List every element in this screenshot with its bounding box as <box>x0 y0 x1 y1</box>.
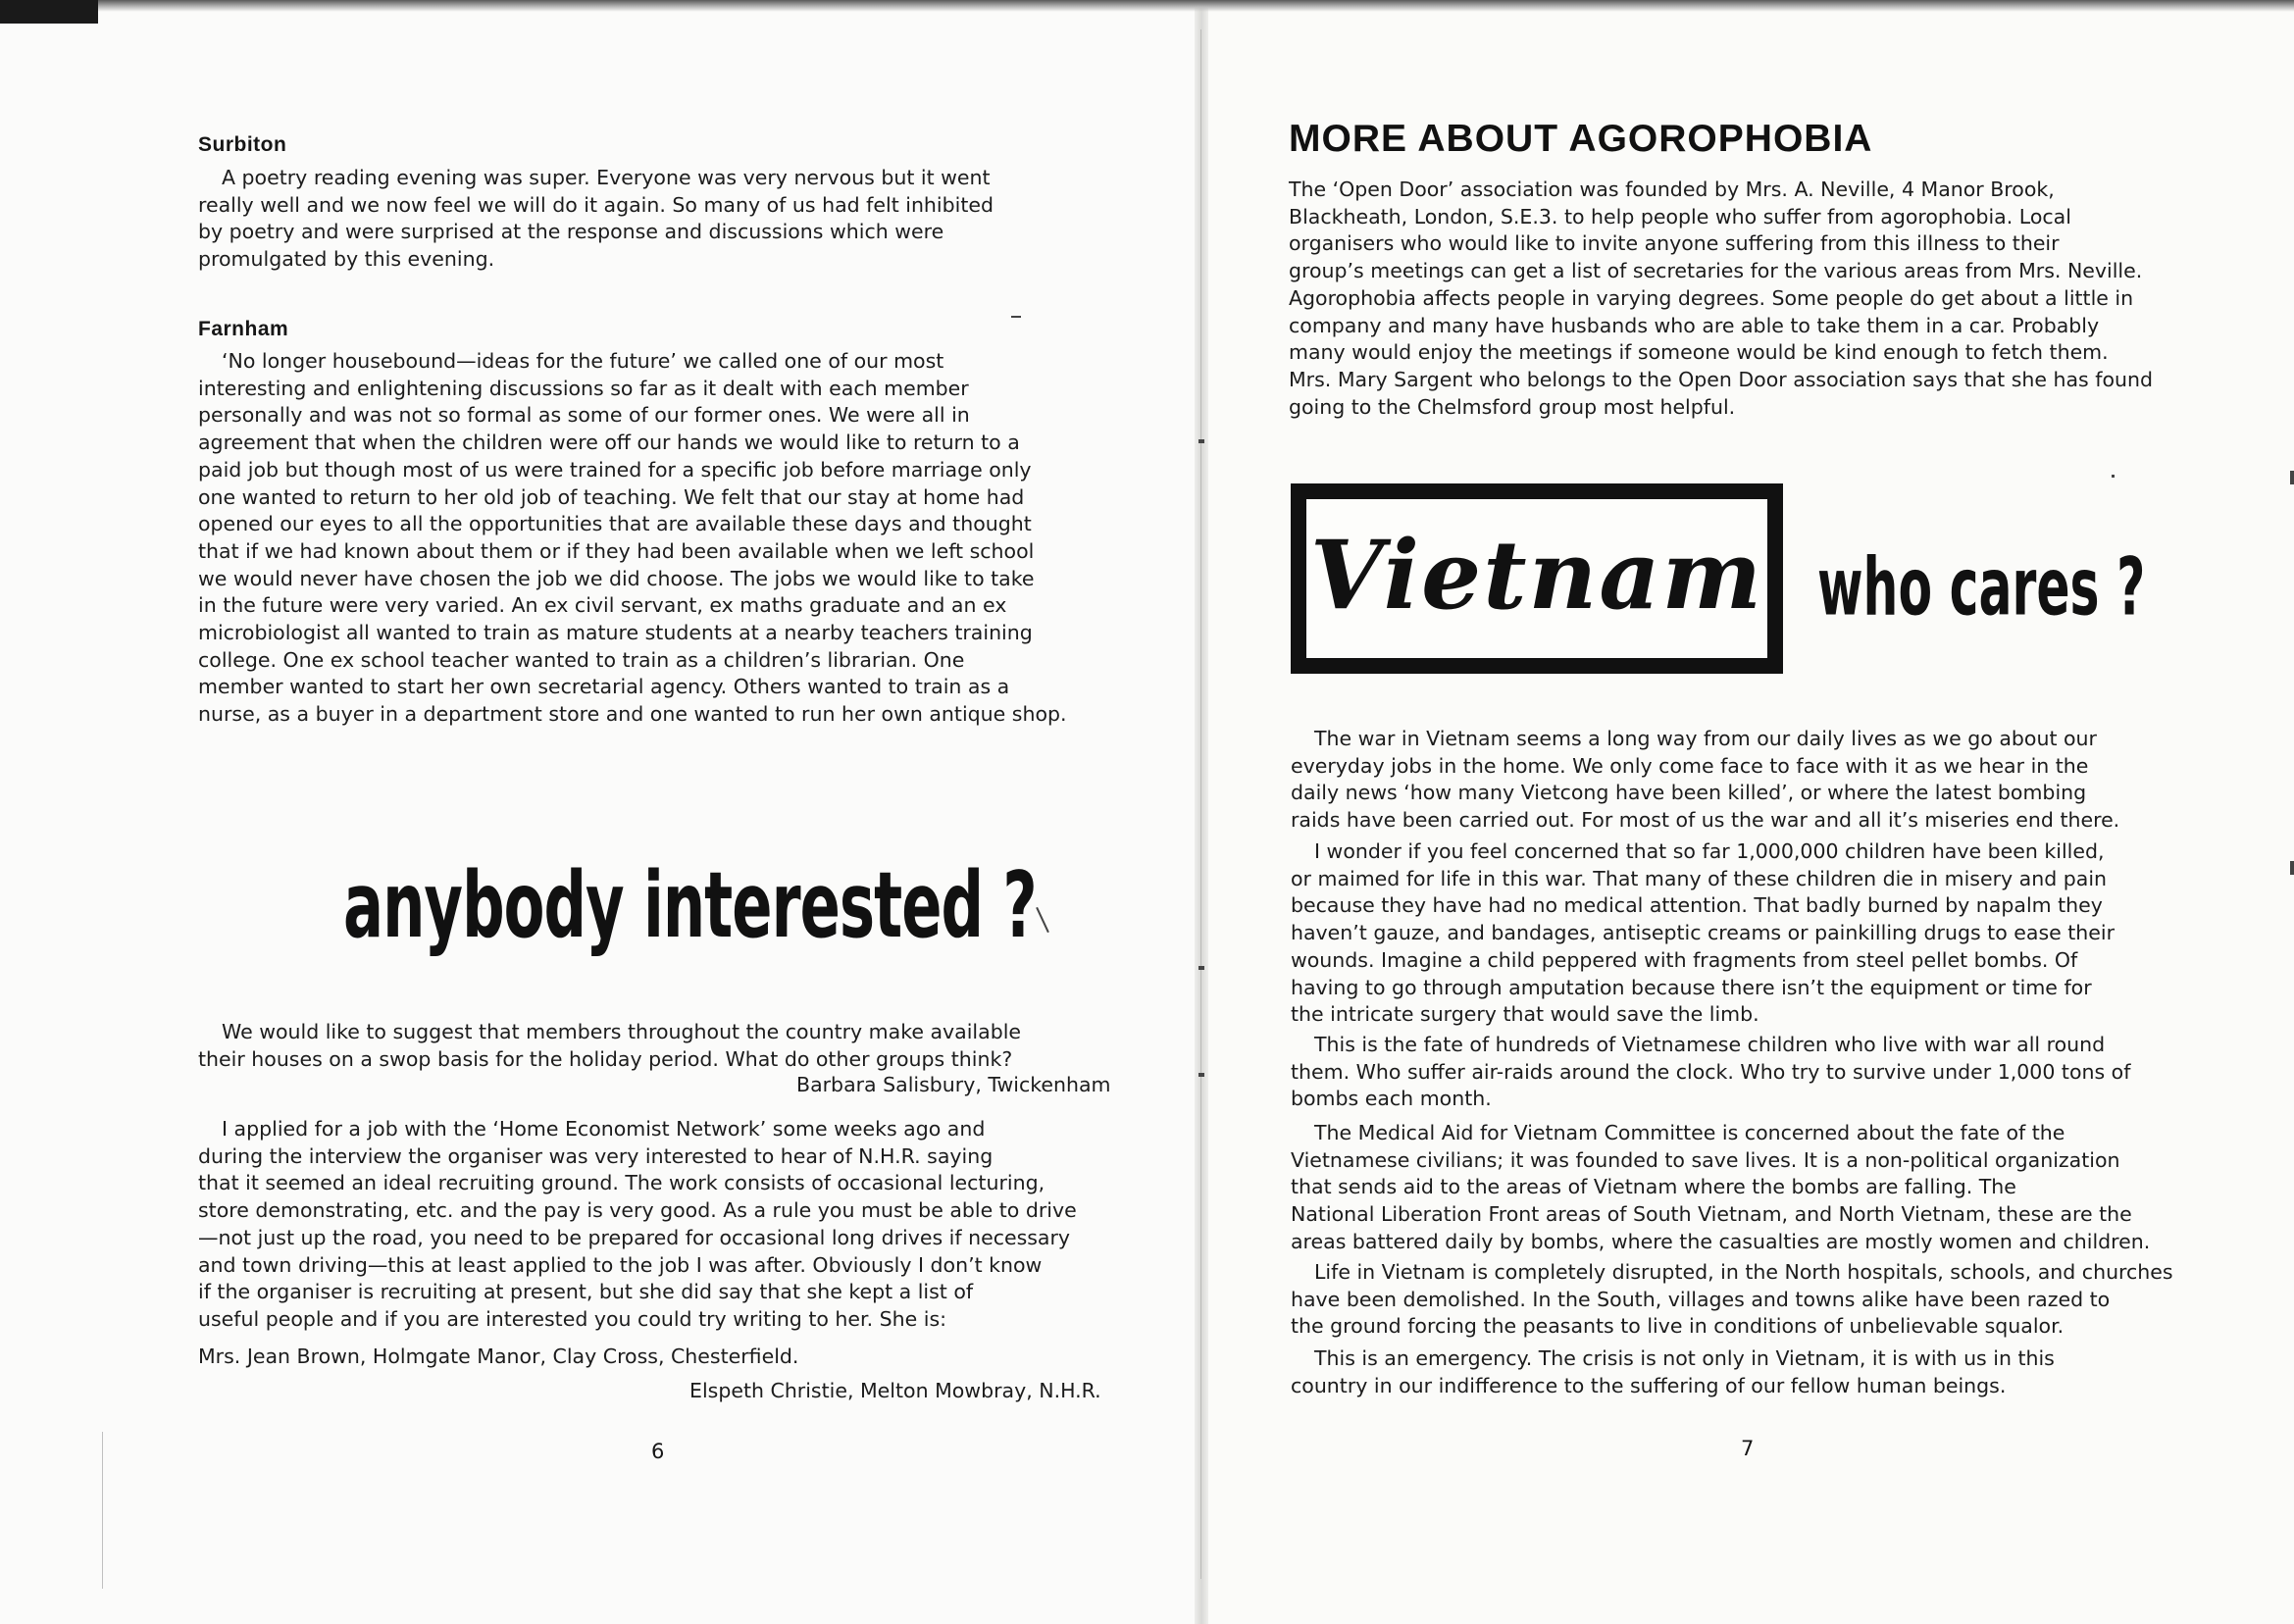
text-line: because they have had no medical attention. That badly burned by napalm they <box>1291 893 2103 918</box>
text-line: store demonstrating, etc. and the pay is very good. As a rule you must be able to drive <box>198 1198 1077 1223</box>
text-line: organisers who would like to invite anyone suffering from this illness to their <box>1289 231 2060 256</box>
anybody-interested-title: anybody interested ? <box>343 853 1037 960</box>
text-line: group’s meetings can get a list of secretaries for the various areas from Mrs. Neville. <box>1289 259 2143 283</box>
text-line: haven’t gauze, and bandages, antiseptic creams or painkilling drugs to ease their <box>1291 921 2116 945</box>
surbiton-heading: Surbiton <box>198 133 287 156</box>
text-line: ‘No longer housebound—ideas for the future’ we called one of our most <box>222 349 944 373</box>
swop-signature: Barbara Salisbury, Twickenham <box>796 1073 1111 1096</box>
text-line: in the future were very varied. An ex civil servant, ex maths graduate and an ex <box>198 593 1007 618</box>
scan-speck <box>2290 861 2294 875</box>
text-line: Mrs. Mary Sargent who belongs to the Open Door association says that she has found <box>1289 367 2153 391</box>
scan-left-edge <box>102 1432 103 1589</box>
vietnam-paragraph <box>1291 838 2232 1029</box>
text-line: that sends aid to the areas of Vietnam where the bombs are falling. The <box>1291 1175 2016 1199</box>
text-line: National Liberation Front areas of South Vietnam, and North Vietnam, these are the <box>1291 1202 2132 1227</box>
text-line: opened our eyes to all the opportunities that are available these days and thought <box>198 512 1032 536</box>
text-line: have been demolished. In the South, villages and towns alike have been razed to <box>1291 1287 2111 1311</box>
scan-speck <box>1198 439 1204 443</box>
text-line: going to the Chelmsford group most helpful. <box>1289 394 1736 419</box>
text-line: This is the fate of hundreds of Vietnamese children who live with war all round <box>1314 1033 2106 1056</box>
text-line: one wanted to return to her old job of teaching. We felt that our stay at home had <box>198 484 1025 509</box>
text-line: that it seemed an ideal recruiting ground. The work consists of occasional lecturing, <box>198 1171 1045 1195</box>
text-line: we would never have chosen the job we did choose. The jobs we would like to take <box>198 566 1035 590</box>
text-line: and town driving—this at least applied to the job I was after. Obviously I don’t know <box>198 1252 1043 1277</box>
text-line: —not just up the road, you need to be prepared for occasional long drives if necessary <box>198 1225 1071 1249</box>
text-line: country in our indifference to the suffering of our fellow human beings. <box>1291 1373 2007 1397</box>
text-line: raids have been carried out. For most of us the war and all it’s miseries end there. <box>1291 808 2120 833</box>
vietnam-paragraph <box>1291 1120 2232 1256</box>
text-line: microbiologist all wanted to train as mature students at a nearby teachers training <box>198 621 1033 645</box>
text-line: by poetry and were surprised at the response and discussions which were <box>198 220 944 244</box>
swop-paragraph <box>198 1019 1061 1073</box>
network-paragraph <box>198 1116 1081 1334</box>
text-line: if the organiser is recruiting at present, but she did say that she kept a list of <box>198 1280 974 1304</box>
text-line: daily news ‘how many Vietcong have been killed’, or where the latest bombing <box>1291 781 2087 805</box>
text-line: bombs each month. <box>1291 1087 1492 1111</box>
text-line: agreement that when the children were off our hands we would like to return to a <box>198 431 1020 455</box>
network-signature: Elspeth Christie, Melton Mowbray, N.H.R. <box>689 1379 1101 1402</box>
network-address: Mrs. Jean Brown, Holmgate Manor, Clay Cross, Chesterfield. <box>198 1345 799 1368</box>
text-line: company and many have husbands who are able to take them in a car. Probably <box>1289 313 2100 337</box>
text-line: them. Who suffer air-raids around the clock. Who try to survive under 1,000 tons of <box>1291 1059 2131 1084</box>
who-cares-title: who cares ? <box>1817 541 2146 634</box>
vietnam-logo-text: Vietnam <box>1309 519 1764 631</box>
text-line: The ‘Open Door’ association was founded by Mrs. A. Neville, 4 Manor Brook, <box>1289 178 2055 201</box>
scan-corner <box>0 0 98 24</box>
scan-speck <box>1198 966 1204 970</box>
text-line: This is an emergency. The crisis is not only in Vietnam, it is with us in this <box>1314 1346 2055 1370</box>
farnham-heading: Farnham <box>198 318 289 340</box>
text-line: We would like to suggest that members throughout the country make available <box>222 1020 1022 1043</box>
text-line: I wonder if you feel concerned that so far 1,000,000 children have been killed, <box>1314 839 2105 863</box>
text-line: The Medical Aid for Vietnam Committee is concerned about the fate of the <box>1314 1121 2065 1144</box>
text-line: The war in Vietnam seems a long way from our daily lives as we go about our <box>1314 727 2097 750</box>
page-number-right: 7 <box>1741 1437 1755 1460</box>
vietnam-logo-box <box>1291 483 1783 674</box>
scan-speck <box>1198 1073 1204 1077</box>
text-line: the intricate surgery that would save the limb. <box>1291 1002 1759 1027</box>
vietnam-paragraph <box>1291 1032 2232 1113</box>
text-line: interesting and enlightening discussions so far as it dealt with each member <box>198 376 969 400</box>
text-line: promulgated by this evening. <box>198 247 495 272</box>
vietnam-paragraph <box>1291 1345 2232 1399</box>
text-line: Blackheath, London, S.E.3. to help people who suffer from agorophobia. Local <box>1289 204 2071 228</box>
page-number-left: 6 <box>651 1440 665 1463</box>
text-line: their houses on a swop basis for the holiday period. What do other groups think? <box>198 1046 1013 1071</box>
text-line: paid job but though most of us were trained for a specific job before marriage only <box>198 457 1032 482</box>
text-line: nurse, as a buyer in a department store and one wanted to run her own antique shop. <box>198 702 1067 727</box>
scan-speck <box>1011 316 1021 318</box>
text-line: Life in Vietnam is completely disrupted, in the North hospitals, schools, and churches <box>1314 1260 2173 1284</box>
text-line: really well and we now feel we will do it again. So many of us had felt inhibited <box>198 192 994 217</box>
vietnam-logo-inner <box>1306 499 1767 658</box>
gutter-line <box>1200 29 1201 1579</box>
scan-top-edge <box>0 0 2294 12</box>
text-line: I applied for a job with the ‘Home Economist Network’ some weeks ago and <box>222 1117 986 1141</box>
farnham-paragraph <box>198 348 1081 729</box>
text-line: useful people and if you are interested you could try writing to her. She is: <box>198 1306 947 1331</box>
vietnam-paragraph <box>1291 1259 2232 1341</box>
text-line: personally and was not so formal as some of our former ones. We were all in <box>198 403 970 428</box>
text-line: Agorophobia affects people in varying degrees. Some people do get about a little in <box>1289 285 2134 310</box>
text-line: everyday jobs in the home. We only come face to face with it as we hear in the <box>1291 753 2089 778</box>
text-line: areas battered daily by bombs, where the casualties are mostly women and children. <box>1291 1229 2151 1253</box>
scan-speck <box>2112 475 2115 478</box>
text-line: wounds. Imagine a child peppered with fragments from steel pellet bombs. Of <box>1291 947 2078 972</box>
text-line: Vietnamese civilians; it was founded to save lives. It is a non-political organization <box>1291 1147 2120 1172</box>
agoraphobia-headline: MORE ABOUT AGOROPHOBIA <box>1289 118 1873 160</box>
vietnam-paragraph <box>1291 726 2232 835</box>
text-line: or maimed for life in this war. That many of these children die in misery and pain <box>1291 866 2108 890</box>
text-line: college. One ex school teacher wanted to train as a children’s librarian. One <box>198 647 965 672</box>
gutter <box>1195 0 1208 1624</box>
text-line: having to go through amputation because there isn’t the equipment or time for <box>1291 975 2092 999</box>
text-line: that if we had known about them or if they had been available when we left school <box>198 538 1035 563</box>
text-line: member wanted to start her own secretarial agency. Others wanted to train as a <box>198 675 1010 699</box>
text-line: the ground forcing the peasants to live in conditions of unbelievable squalor. <box>1291 1314 2065 1339</box>
text-line: A poetry reading evening was super. Everyone was very nervous but it went <box>222 166 991 189</box>
agoraphobia-paragraph <box>1289 177 2211 421</box>
text-line: during the interview the organiser was very interested to hear of N.H.R. saying <box>198 1143 994 1168</box>
surbiton-paragraph <box>198 165 1061 274</box>
scan-speck <box>2290 471 2294 484</box>
text-line: many would enjoy the meetings if someone would be kind enough to fetch them. <box>1289 340 2109 365</box>
